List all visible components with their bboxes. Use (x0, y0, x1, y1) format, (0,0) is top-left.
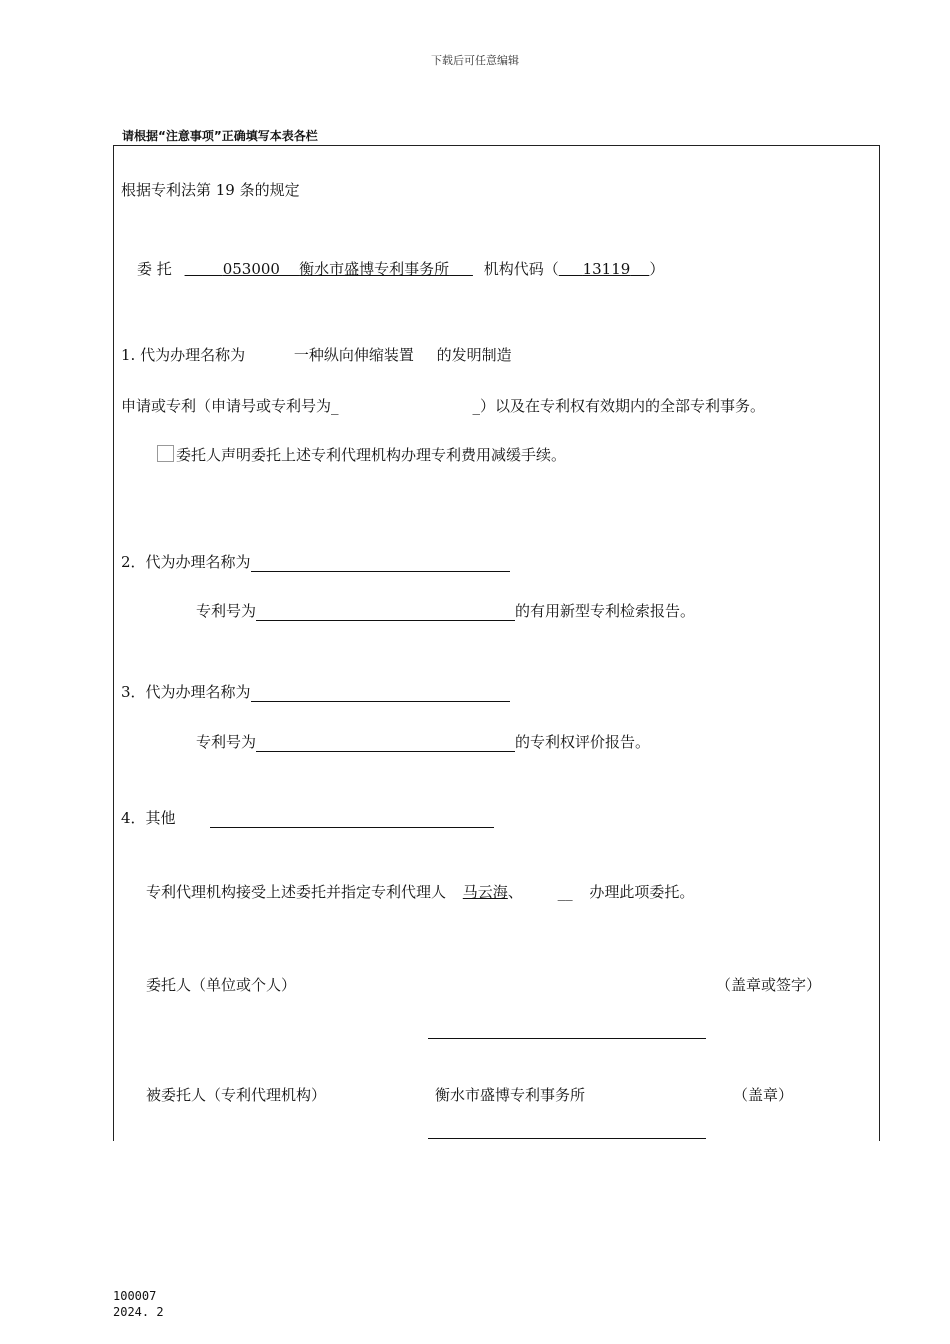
agent-statement (146, 881, 694, 902)
item3-name-field[interactable] (251, 685, 510, 702)
item2-prefix: 2．代为办理名称为 (121, 553, 251, 571)
item2-patent-suffix: 的有用新型专利检索报告。 (515, 602, 696, 620)
org-code-close: ） (649, 260, 665, 278)
item3-patent-suffix: 的专利权评价报告。 (515, 733, 651, 751)
item2-patent-line (196, 600, 695, 621)
item4-line (121, 807, 494, 828)
form-version: 2024. 2 (113, 1305, 164, 1319)
item1-prefix: 1. 代为办理名称为 (121, 346, 246, 364)
agent-statement-suffix: 办理此项委托。 (589, 883, 695, 901)
item1-line2-suffix: _）以及在专利权有效期内的全部专利事务。 (472, 397, 766, 415)
agency-code-prefix: 053000 (222, 260, 280, 278)
principal-label: 委托人（单位或个人） (146, 976, 297, 994)
entrust-line (137, 258, 664, 279)
item3-prefix: 3．代为办理名称为 (121, 683, 251, 701)
item3-patent-field[interactable] (256, 735, 515, 752)
second-agent-blank[interactable]: __ (557, 883, 573, 901)
agency-name: 衡水市盛博专利事务所 (299, 260, 450, 278)
principal-signature-line[interactable] (428, 1038, 706, 1039)
header-note: 下载后可任意编辑 (431, 54, 519, 67)
trustee-seal: （盖章） (733, 1086, 794, 1104)
item3-line (121, 681, 510, 702)
item3-patent-line (196, 731, 650, 752)
org-code: 13119 (582, 260, 631, 278)
item2-patent-prefix: 专利号为 (196, 602, 257, 620)
agent-statement-prefix: 专利代理机构接受上述委托并指定专利代理人 (146, 883, 447, 901)
item1-line2 (121, 395, 765, 416)
principal-seal: （盖章或签字） (716, 976, 822, 994)
org-code-label: 机构代码（ (483, 260, 559, 278)
item2-patent-field[interactable] (256, 604, 515, 621)
agency-field[interactable] (185, 260, 473, 278)
item1-line (121, 344, 512, 365)
item4-prefix: 4．其他 (121, 809, 176, 827)
item3-patent-prefix: 专利号为 (196, 733, 257, 751)
agent-separator: 、 (507, 883, 523, 901)
item4-other-field[interactable] (210, 811, 494, 828)
fee-reduction-text: 委托人声明委托上述专利代理机构办理专利费用减缓手续。 (176, 446, 567, 464)
entrust-label: 委 托 (137, 260, 172, 278)
agent-name[interactable]: 马云海 (462, 883, 508, 901)
org-code-field[interactable] (559, 260, 650, 278)
trustee-signature-line[interactable] (428, 1138, 706, 1139)
trustee-label: 被委托人（专利代理机构） (146, 1086, 327, 1104)
item1-name[interactable]: 一种纵向伸缩装置 (293, 346, 414, 364)
legal-basis: 根据专利法第 19 条的规定 (121, 181, 300, 199)
form-instruction: 请根据“注意事项”正确填写本表各栏 (122, 129, 318, 143)
fee-reduction-row (157, 444, 566, 465)
form-code: 100007 (113, 1289, 157, 1303)
trustee-name: 衡水市盛博专利事务所 (435, 1086, 586, 1104)
fee-reduction-checkbox[interactable] (157, 445, 174, 462)
item1-suffix: 的发明制造 (436, 346, 512, 364)
item1-line2-prefix: 申请或专利（申请号或专利号为_ (121, 397, 339, 415)
item2-line (121, 551, 510, 572)
item2-name-field[interactable] (251, 555, 510, 572)
